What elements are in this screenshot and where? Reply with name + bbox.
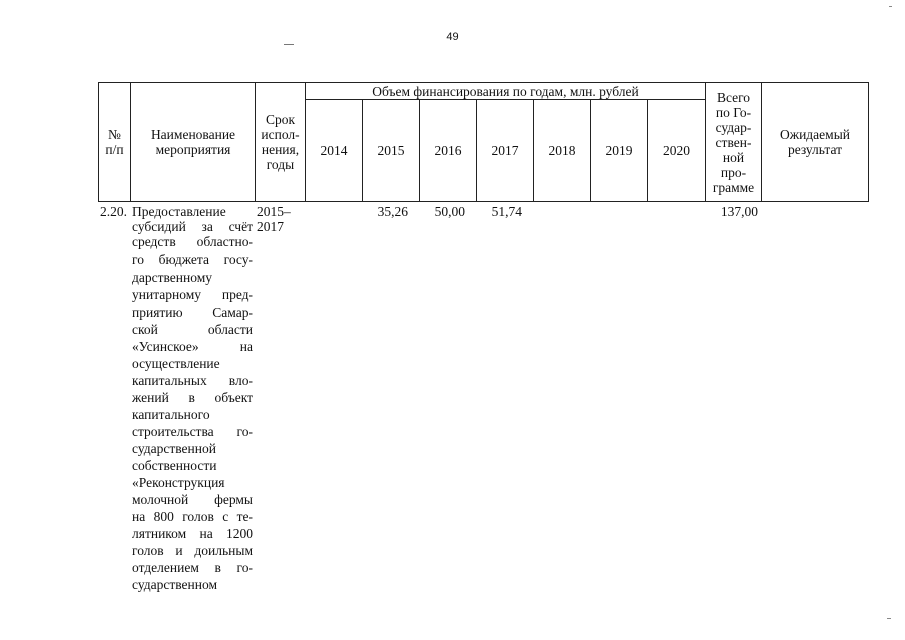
header-total (706, 83, 761, 201)
header-total-line: ной (722, 149, 745, 165)
name-line: субсидий за счёт (132, 219, 253, 234)
name-line: молочной фермы (132, 492, 253, 507)
name-line: строительства го- (132, 424, 253, 439)
name-line: унитарному пред- (132, 287, 253, 302)
period-line: 2015– (257, 204, 291, 219)
header-bottom-border (98, 201, 869, 202)
header-year: 2020 (663, 143, 690, 158)
header-total-line: судар- (715, 119, 752, 135)
name-line: средств областно- (132, 234, 253, 249)
name-line: Предоставление (132, 204, 226, 219)
header-total-line: Всего (716, 89, 751, 105)
name-line: капитальных вло- (132, 373, 253, 388)
header-period: Срок испол-нения, годы (261, 112, 300, 172)
header-year: 2018 (548, 143, 576, 158)
name-line: отделением в го- (132, 560, 253, 575)
name-line: ской области (132, 322, 253, 337)
row-number: 2.20. (100, 204, 127, 219)
name-line: осуществление (132, 356, 220, 371)
value-2016: 50,00 (434, 204, 465, 219)
page-number: 49 (446, 31, 459, 43)
table-right-border (868, 82, 869, 202)
header-result: Ожидаемый результат (780, 127, 850, 157)
name-line: голов и доильным (132, 543, 253, 558)
name-line: дарственному (132, 270, 213, 285)
period-line: 2017 (257, 219, 284, 234)
header-funding-group: Объем финансирования по годам, млн. рублей (372, 83, 639, 99)
value-total: 137,00 (720, 204, 758, 219)
header-total-line: грамме (712, 179, 755, 195)
value-2015: 35,26 (377, 204, 408, 219)
header-year: 2019 (605, 143, 633, 158)
scan-mark (889, 6, 892, 7)
name-line: собственности (132, 458, 217, 473)
header-total-line: про- (720, 164, 747, 180)
header-year: 2016 (434, 143, 462, 158)
header-year: 2014 (320, 143, 348, 158)
name-line: сударственном (132, 577, 217, 592)
header-year: 2015 (377, 143, 405, 158)
name-line: лятником на 1200 (132, 526, 253, 541)
name-line: жений в объект (132, 390, 253, 405)
name-line: сударственной (132, 441, 216, 456)
header-name: Наименование мероприятия (150, 127, 236, 157)
header-year: 2017 (491, 143, 519, 158)
scan-mark (887, 618, 891, 619)
header-number: № п/п (105, 127, 124, 157)
value-2017: 51,74 (491, 204, 522, 219)
name-line: го бюджета госу- (132, 252, 253, 267)
name-line: капитального (132, 407, 210, 422)
header-total-line: ствен- (715, 134, 752, 150)
name-line: на 800 голов с те- (132, 509, 253, 524)
scan-mark (284, 44, 294, 45)
header-total-line: по Го- (715, 104, 752, 120)
name-line: «Усинское» на (132, 339, 253, 354)
name-line: приятию Самар- (132, 305, 253, 320)
name-line: «Реконструкция (132, 475, 225, 490)
